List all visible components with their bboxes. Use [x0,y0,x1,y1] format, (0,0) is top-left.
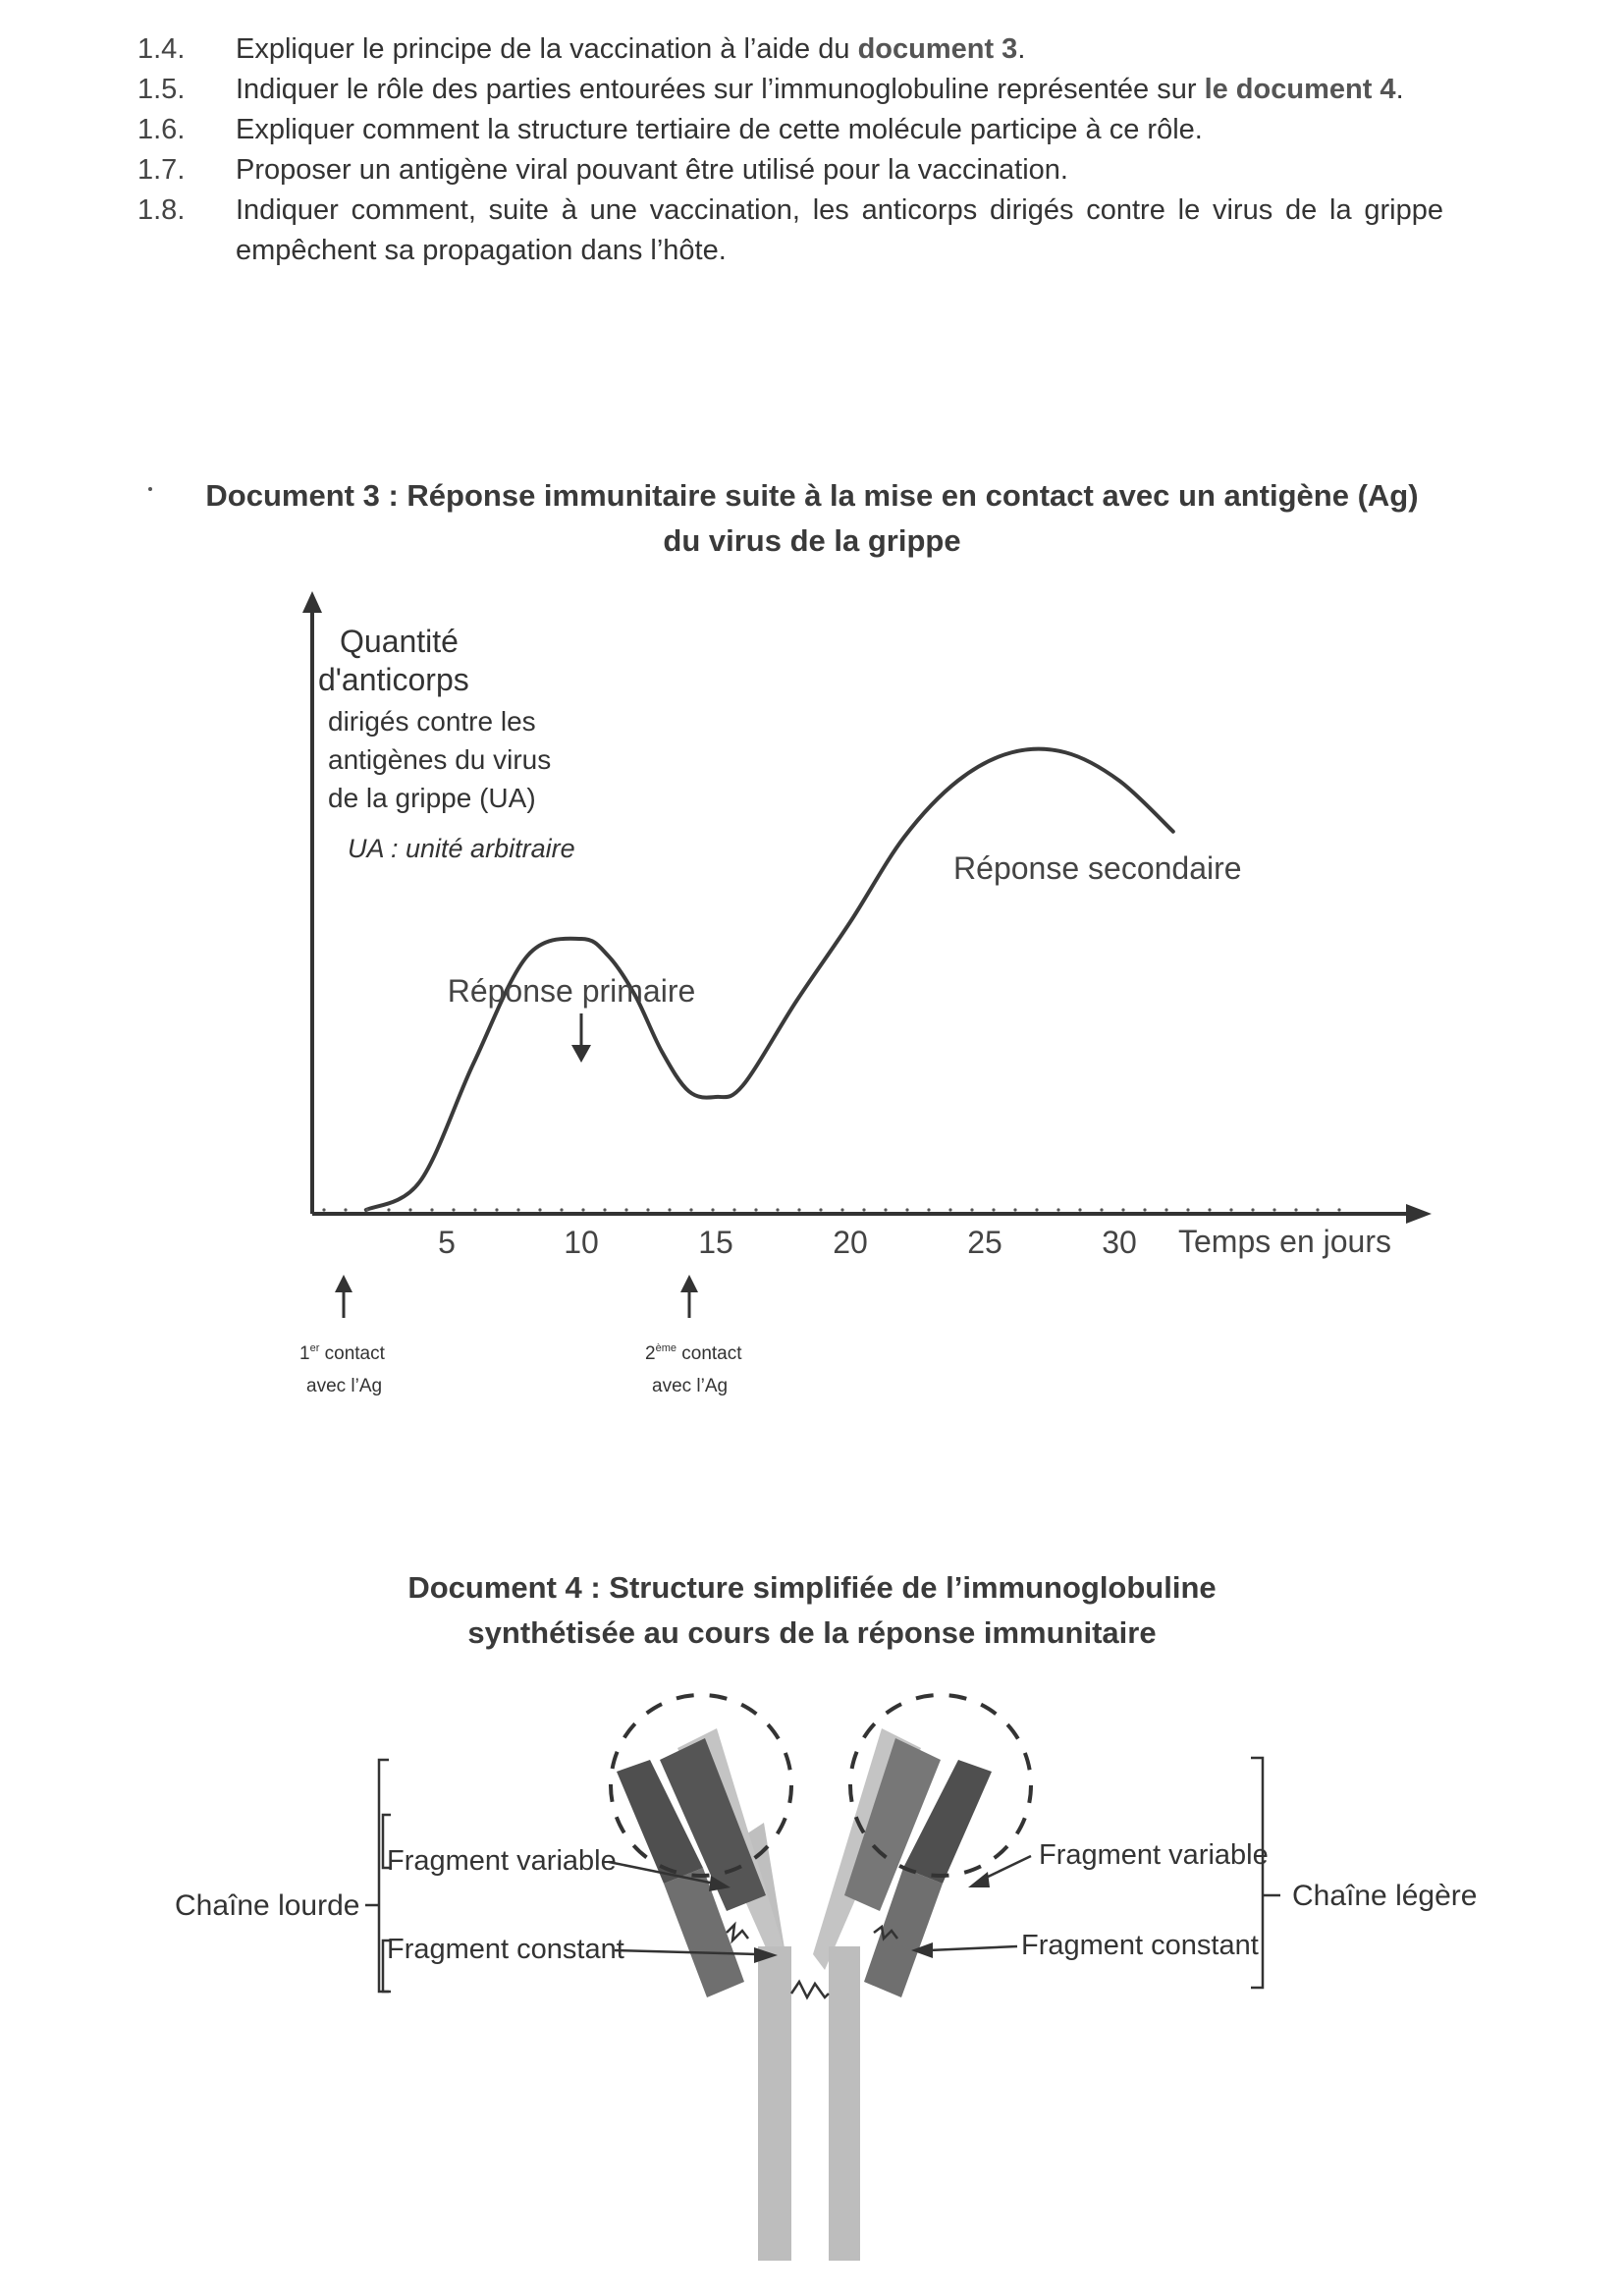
contact-label-line-1: 1er contact [299,1342,385,1364]
baseline-dot [408,1208,411,1211]
baseline-dot [668,1208,671,1211]
baseline-dot [1164,1208,1167,1211]
unit-note: UA : unité arbitraire [348,834,575,863]
baseline-dot [646,1208,649,1211]
contact-markers [299,1275,742,1396]
baseline-dot [1294,1208,1297,1211]
variable-arrowhead-right [968,1872,990,1887]
variable-arrow-right [982,1856,1031,1880]
baseline-dot [560,1208,563,1211]
baseline-dot [538,1208,541,1211]
baseline-dot [1035,1208,1038,1211]
baseline-dot [430,1208,433,1211]
secondary-response-label: Réponse secondaire [953,850,1242,886]
document-3-title [0,473,1624,564]
document-3-title-line-1: Document 3 : Réponse immunitaire suite à la mise en contact avec un antigène (Ag) [205,478,1419,513]
baseline-dot [1251,1208,1254,1211]
baseline-dot [711,1208,714,1211]
disulfide-bond-hinge [791,1982,829,1997]
contact-marker [645,1275,742,1396]
contact-arrowhead [335,1275,352,1292]
contact-arrowhead [680,1275,698,1292]
baseline-dot [754,1208,757,1211]
baseline-dot [884,1208,887,1211]
question-text: Indiquer comment, suite à une vaccination, les anticorps dirigés contre le virus de la grippe empêchent sa propagation dans l’hôte. [236,194,1443,266]
question-number: 1.8. [137,194,186,226]
question-item [137,70,1443,110]
x-tick-label: 20 [833,1225,868,1260]
y-axis-label [318,624,551,813]
axes [302,591,1432,1224]
baseline-dot [1013,1208,1016,1211]
constant-fragment-label-right: Fragment constant [1021,1930,1259,1961]
document-4-title-line-1: Document 4 : Structure simplifiée de l’immunoglobuline [407,1570,1217,1605]
x-tick-label: 15 [698,1225,733,1260]
question-number: 1.5. [137,74,186,105]
y-axis-arrowhead [302,591,322,613]
constant-arrow-right [929,1946,1017,1950]
question-item [137,150,1443,191]
question-bold-reference: le document 4 [1204,74,1396,105]
baseline-dot [819,1208,822,1211]
heavy-right-stem [829,1946,860,2261]
question-text: Proposer un antigène viral pouvant être utilisé pour la vaccination. [236,154,1068,186]
primary-response-arrowhead [571,1045,591,1063]
question-number: 1.7. [137,154,186,186]
question-item [137,191,1443,271]
baseline-dot [1208,1208,1211,1211]
question-number: 1.6. [137,114,186,145]
baseline-dot [1229,1208,1232,1211]
contact-label-line-1: 2ème contact [645,1342,742,1364]
baseline-dot [1100,1208,1103,1211]
baseline-dot [1078,1208,1081,1211]
variable-fragment-label-right: Fragment variable [1039,1839,1269,1871]
baseline-dot [516,1208,519,1211]
x-tick-label: 5 [438,1225,456,1260]
question-text: Indiquer le rôle des parties entourées sur l’immunoglobuline représentée sur le document 4. [236,74,1404,105]
immunoglobulin-diagram [0,1669,1624,2278]
title-mark [148,487,152,491]
baseline-dot [1121,1208,1124,1211]
contact-label-line-2: avec l’Ag [652,1376,729,1396]
baseline-dot [992,1208,995,1211]
x-tick-labels [438,1225,1137,1260]
question-text: Expliquer comment la structure tertiaire de cette molécule participe à ce rôle. [236,114,1203,145]
primary-response-label: Réponse primaire [447,973,696,1009]
x-axis-label: Temps en jours [1178,1224,1391,1259]
baseline-dot [581,1208,584,1211]
baseline-dot [948,1208,951,1211]
x-axis-arrowhead [1406,1204,1432,1224]
disulfide-bond-left [727,1925,748,1941]
response-annotations [322,850,1340,1212]
y-axis-label-line: antigènes du virus [328,744,552,775]
y-axis-label-line: Quantité [340,624,459,659]
document-4-title [0,1565,1624,1656]
document-4-title-line-2: synthétisée au cours de la réponse immunitaire [467,1615,1157,1650]
baseline-dot [970,1208,973,1211]
y-axis-label-line: d'anticorps [318,662,469,697]
baseline-dot [1316,1208,1319,1211]
baseline-dot [1272,1208,1275,1211]
y-axis-label-line: de la grippe (UA) [328,783,536,813]
antibody-response-chart [0,570,1624,1434]
baseline-dot [1143,1208,1146,1211]
x-tick-label: 10 [564,1225,599,1260]
baseline-dot [365,1208,368,1211]
baseline-dot [797,1208,800,1211]
question-list [137,29,1443,271]
baseline-dot [905,1208,908,1211]
baseline-dot [732,1208,735,1211]
question-item [137,29,1443,70]
baseline-dot [927,1208,930,1211]
baseline-dot [1056,1208,1059,1211]
baseline-dot [1186,1208,1189,1211]
baseline-dot [862,1208,865,1211]
contact-label-line-2: avec l’Ag [306,1376,383,1396]
contact-marker [299,1275,386,1396]
variable-fragment-label-left: Fragment variable [387,1845,617,1877]
baseline-dot [387,1208,390,1211]
baseline-dot [473,1208,476,1211]
heavy-left-stem [758,1946,791,2261]
baseline-dot [452,1208,455,1211]
baseline-dot [344,1208,347,1211]
baseline-dot [1337,1208,1340,1211]
question-item [137,110,1443,150]
baseline-dot [495,1208,498,1211]
question-bold-reference: document 3 [857,33,1018,65]
heavy-chain-left [660,1728,791,2261]
light-chain-label: Chaîne légère [1292,1880,1478,1912]
constant-arrow-left [615,1950,756,1954]
heavy-chain-label: Chaîne lourde [175,1889,360,1922]
constant-fragment-label-left: Fragment constant [387,1934,624,1965]
baseline-dot [322,1208,325,1211]
baseline-dot [776,1208,779,1211]
document-3-title-line-2: du virus de la grippe [663,523,961,558]
y-axis-label-line: dirigés contre les [328,706,536,737]
baseline-dot [603,1208,606,1211]
x-tick-label: 25 [967,1225,1002,1260]
question-text: Expliquer le principe de la vaccination à l’aide du document 3. [236,33,1026,65]
baseline-dot [689,1208,692,1211]
heavy-chain-right [813,1728,941,2261]
baseline-dot [840,1208,843,1211]
question-number: 1.4. [137,33,186,65]
x-tick-label: 30 [1102,1225,1137,1260]
baseline-dot [624,1208,627,1211]
